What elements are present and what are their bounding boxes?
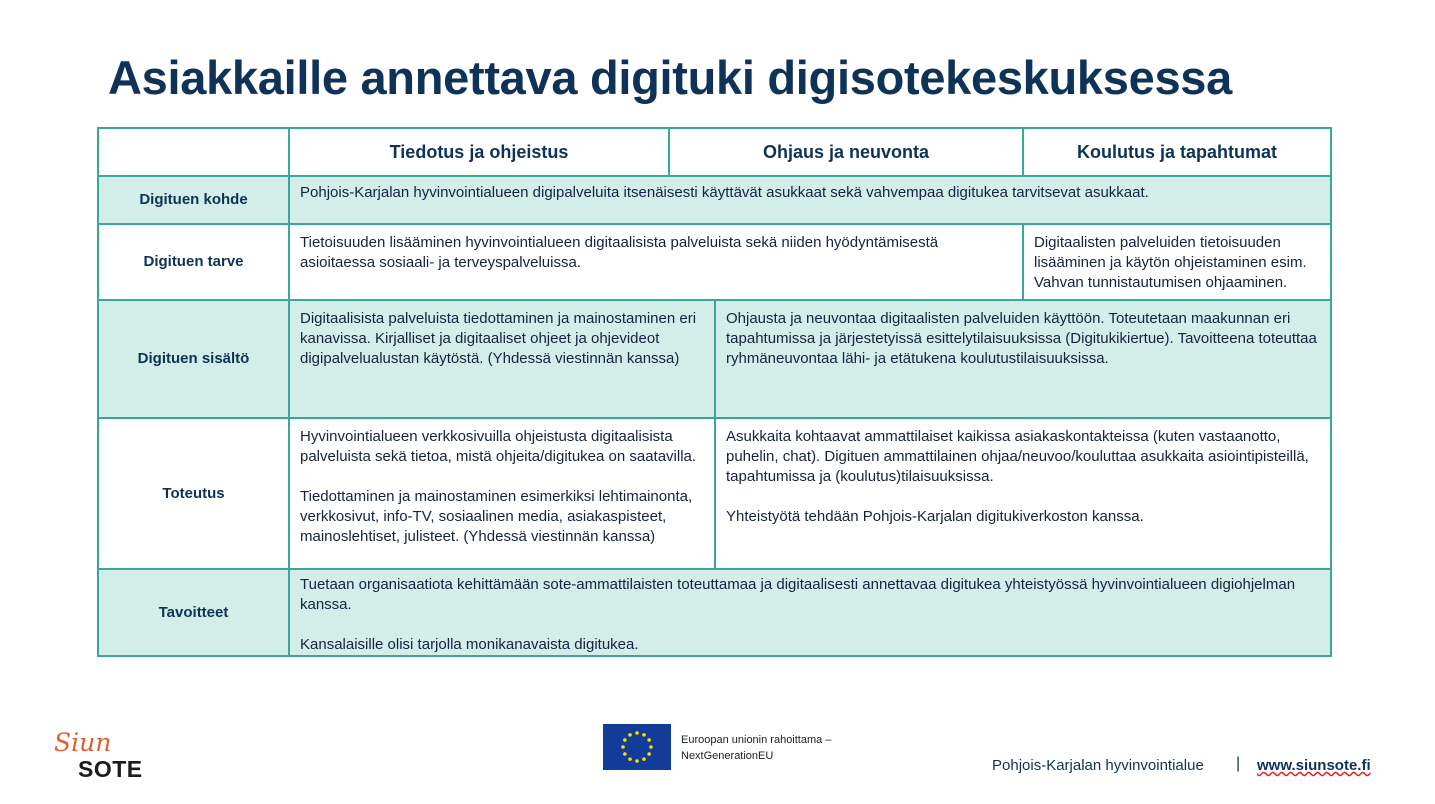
logo-wordmark: SOTE <box>78 756 143 782</box>
sisalto-right-cell: Ohjausta ja neuvontaa digitaalisten palveluiden käyttöön. Toteutetaan maakunnan eri tapahtumissa ja järjestetyissä esittelytilaisuuksissa (Digitukikiertue). Tavoitteena toteuttaa ryhmäneuvontaa lähi- ja etätukena koulutustilaisuuksissa. <box>716 299 1330 417</box>
row-header-tavoitteet: Tavoitteet <box>99 568 290 655</box>
eu-star <box>647 752 651 756</box>
eu-flag-icon <box>603 724 671 770</box>
eu-star <box>628 733 632 737</box>
tarve-right-cell: Digitaalisten palveluiden tietoisuuden lisääminen ja käytön ohjeistaminen esim. Vahvan tunnistautumisen ohjaaminen. <box>1024 223 1330 299</box>
row-header-tarve: Digituen tarve <box>99 223 290 299</box>
website-link[interactable]: www.siunsote.fi <box>1257 757 1371 774</box>
eu-text-line-1: Euroopan unionin rahoittama – <box>681 734 832 746</box>
toteutus-right-paragraph-1: Asukkaita kohtaavat ammattilaiset kaikissa asiakaskontakteissa (kuten vastaanotto, puhelin, chat). Digituen ammattilainen ohjaa/neuvoo/kouluttaa asukkaita asiointipisteillä, tapahtumissa ja (koulutus)tilaisuuksissa. <box>726 428 1309 485</box>
eu-star <box>635 731 639 735</box>
column-header-koulutus: Koulutus ja tapahtumat <box>1076 142 1277 162</box>
toteutus-left-cell <box>290 417 716 568</box>
toteutus-left-paragraph-1: Hyvinvointialueen verkkosivuilla ohjeistusta digitaalisista palveluista sekä tietoa, mistä ohjeita/digitukea on saatavilla. <box>300 428 697 465</box>
row-header-kohde: Digituen kohde <box>99 175 290 223</box>
siunsote-logo <box>48 728 148 784</box>
eu-star <box>635 759 639 763</box>
tavoitteet-paragraph-2: Kansalaisille olisi tarjolla monikanavaista digitukea. <box>300 636 639 653</box>
organization-name: Pohjois-Karjalan hyvinvointialue <box>992 757 1204 774</box>
kohde-cell: Pohjois-Karjalan hyvinvointialueen digipalveluita itsenäisesti käyttävät asukkaat sekä vahvempaa digitukea tarvitsevat asukkaat. <box>290 175 1330 223</box>
tavoitteet-cell <box>290 568 1330 655</box>
header-corner-cell <box>99 129 290 175</box>
toteutus-right-cell <box>716 417 1330 568</box>
sisalto-left-cell: Digitaalisista palveluista tiedottaminen ja mainostaminen eri kanavissa. Kirjalliset ja digitaaliset ohjeet ja ohjevideot digipalvelualustan käytöstä. (Yhdessä viestinnän kanssa) <box>290 299 716 417</box>
eu-star <box>623 738 627 742</box>
digituki-table <box>97 127 1332 657</box>
row-header-toteutus: Toteutus <box>99 417 290 568</box>
row-header-sisalto: Digituen sisältö <box>99 299 290 417</box>
tavoitteet-paragraph-1: Tuetaan organisaatiota kehittämään sote-ammattilaisten toteuttamaa ja digitaalisesti annettavaa digitukea yhteistyössä hyvinvointialueen digiohjelman kanssa. <box>300 576 1296 613</box>
toteutus-left-paragraph-2: Tiedottaminen ja mainostaminen esimerkiksi lehtimainonta, verkkosivut, info-TV, sosiaalinen media, asiakaspisteet, mainoslehtiset, julisteet. (Yhdessä viestinnän kanssa) <box>300 488 693 545</box>
eu-text-line-2: NextGenerationEU <box>681 750 774 762</box>
column-header-tiedotus: Tiedotus ja ohjeistus <box>290 129 670 175</box>
eu-star <box>642 757 646 761</box>
column-header-ohjaus: Ohjaus ja neuvonta <box>670 129 1024 175</box>
eu-star <box>642 733 646 737</box>
eu-star <box>623 752 627 756</box>
eu-star <box>649 745 653 749</box>
logo-script-text: Siun <box>54 728 112 757</box>
eu-star <box>647 738 651 742</box>
eu-funding-text <box>681 732 831 764</box>
eu-star <box>621 745 625 749</box>
toteutus-right-paragraph-2: Yhteistyötä tehdään Pohjois-Karjalan digitukiverkoston kanssa. <box>726 508 1144 525</box>
tarve-left-cell: Tietoisuuden lisääminen hyvinvointialueen digitaalisista palveluista sekä niiden hyödyntämisestä asioitaessa sosiaali- ja terveyspalveluissa. <box>290 223 1024 299</box>
page-title: Asiakkaille annettava digituki digisotekeskuksessa <box>108 51 1232 104</box>
footer-separator: | <box>1236 755 1241 772</box>
eu-star <box>628 757 632 761</box>
